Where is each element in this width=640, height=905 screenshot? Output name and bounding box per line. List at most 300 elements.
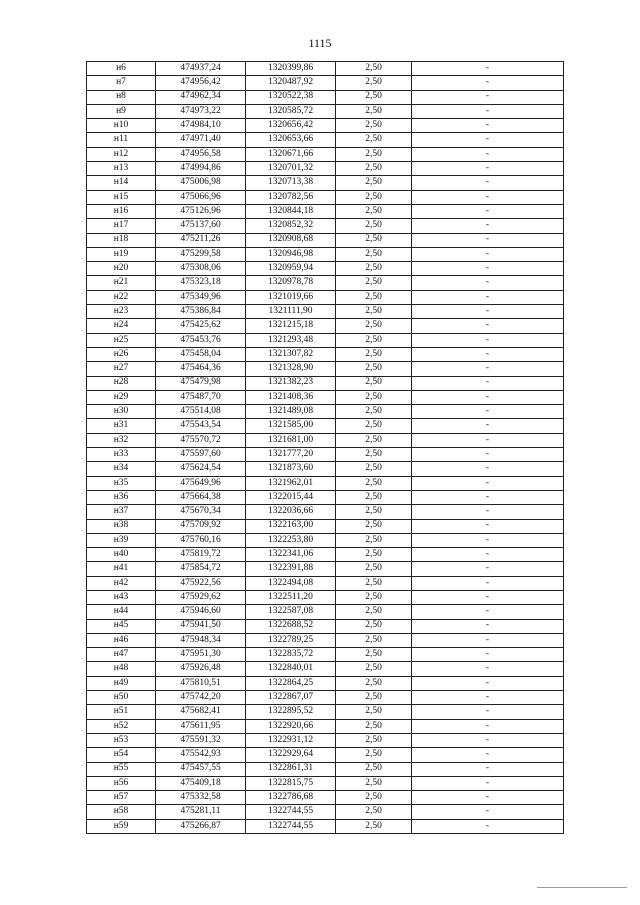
accuracy-cell: 2,50	[336, 119, 412, 133]
note-cell: -	[412, 676, 564, 690]
point-id-cell: н8	[87, 90, 156, 104]
table-row	[87, 448, 564, 462]
point-id-cell: н41	[87, 562, 156, 576]
y-coordinate-cell: 1322744,55	[246, 819, 336, 833]
y-coordinate-cell: 1321307,82	[246, 347, 336, 361]
accuracy-cell: 2,50	[336, 748, 412, 762]
table-row	[87, 290, 564, 304]
x-coordinate-cell: 474962,34	[156, 90, 246, 104]
accuracy-cell: 2,50	[336, 605, 412, 619]
note-cell: -	[412, 305, 564, 319]
point-id-cell: н35	[87, 476, 156, 490]
note-cell: -	[412, 262, 564, 276]
y-coordinate-cell: 1321777,20	[246, 448, 336, 462]
y-coordinate-cell: 1321962,01	[246, 476, 336, 490]
table-row	[87, 576, 564, 590]
note-cell: -	[412, 762, 564, 776]
point-id-cell: н17	[87, 219, 156, 233]
point-id-cell: н7	[87, 76, 156, 90]
point-id-cell: н9	[87, 104, 156, 118]
x-coordinate-cell: 475542,93	[156, 748, 246, 762]
note-cell: -	[412, 791, 564, 805]
accuracy-cell: 2,50	[336, 733, 412, 747]
y-coordinate-cell: 1322253,80	[246, 533, 336, 547]
y-coordinate-cell: 1320844,18	[246, 204, 336, 218]
point-id-cell: н59	[87, 819, 156, 833]
note-cell: -	[412, 76, 564, 90]
accuracy-cell: 2,50	[336, 633, 412, 647]
y-coordinate-cell: 1320656,42	[246, 119, 336, 133]
y-coordinate-cell: 1321873,60	[246, 462, 336, 476]
y-coordinate-cell: 1320908,68	[246, 233, 336, 247]
note-cell: -	[412, 433, 564, 447]
note-cell: -	[412, 448, 564, 462]
x-coordinate-cell: 475682,41	[156, 705, 246, 719]
point-id-cell: н26	[87, 347, 156, 361]
note-cell: -	[412, 705, 564, 719]
point-id-cell: н6	[87, 62, 156, 76]
accuracy-cell: 2,50	[336, 204, 412, 218]
y-coordinate-cell: 1322835,72	[246, 648, 336, 662]
table-row	[87, 776, 564, 790]
accuracy-cell: 2,50	[336, 247, 412, 261]
x-coordinate-cell: 475597,60	[156, 448, 246, 462]
point-id-cell: н53	[87, 733, 156, 747]
y-coordinate-cell: 1322786,68	[246, 791, 336, 805]
margin-rule	[537, 887, 627, 888]
x-coordinate-cell: 474994,86	[156, 162, 246, 176]
x-coordinate-cell: 475323,18	[156, 276, 246, 290]
accuracy-cell: 2,50	[336, 62, 412, 76]
table-row	[87, 347, 564, 361]
accuracy-cell: 2,50	[336, 462, 412, 476]
note-cell: -	[412, 405, 564, 419]
x-coordinate-cell: 475211,26	[156, 233, 246, 247]
point-id-cell: н30	[87, 405, 156, 419]
note-cell: -	[412, 119, 564, 133]
accuracy-cell: 2,50	[336, 190, 412, 204]
table-row	[87, 719, 564, 733]
accuracy-cell: 2,50	[336, 104, 412, 118]
x-coordinate-cell: 475854,72	[156, 562, 246, 576]
x-coordinate-cell: 475266,87	[156, 819, 246, 833]
note-cell: -	[412, 805, 564, 819]
y-coordinate-cell: 1320946,98	[246, 247, 336, 261]
table-row	[87, 791, 564, 805]
x-coordinate-cell: 475487,70	[156, 390, 246, 404]
note-cell: -	[412, 462, 564, 476]
accuracy-cell: 2,50	[336, 390, 412, 404]
x-coordinate-cell: 475819,72	[156, 548, 246, 562]
x-coordinate-cell: 475126,96	[156, 204, 246, 218]
accuracy-cell: 2,50	[336, 319, 412, 333]
y-coordinate-cell: 1322920,66	[246, 719, 336, 733]
note-cell: -	[412, 219, 564, 233]
page-number: 1115	[308, 36, 332, 50]
y-coordinate-cell: 1320959,94	[246, 262, 336, 276]
point-id-cell: н14	[87, 176, 156, 190]
y-coordinate-cell: 1322789,25	[246, 633, 336, 647]
y-coordinate-cell: 1322744,55	[246, 805, 336, 819]
note-cell: -	[412, 819, 564, 833]
accuracy-cell: 2,50	[336, 147, 412, 161]
y-coordinate-cell: 1322015,44	[246, 490, 336, 504]
point-id-cell: н56	[87, 776, 156, 790]
note-cell: -	[412, 533, 564, 547]
accuracy-cell: 2,50	[336, 162, 412, 176]
note-cell: -	[412, 562, 564, 576]
y-coordinate-cell: 1322864,25	[246, 676, 336, 690]
y-coordinate-cell: 1320978,78	[246, 276, 336, 290]
table-row	[87, 462, 564, 476]
table-row	[87, 333, 564, 347]
table-row	[87, 305, 564, 319]
y-coordinate-cell: 1322587,08	[246, 605, 336, 619]
x-coordinate-cell: 475349,96	[156, 290, 246, 304]
note-cell: -	[412, 162, 564, 176]
y-coordinate-cell: 1320671,66	[246, 147, 336, 161]
y-coordinate-cell: 1322341,06	[246, 548, 336, 562]
table-row	[87, 433, 564, 447]
table-row	[87, 133, 564, 147]
accuracy-cell: 2,50	[336, 405, 412, 419]
note-cell: -	[412, 62, 564, 76]
x-coordinate-cell: 475951,30	[156, 648, 246, 662]
table-row	[87, 419, 564, 433]
point-id-cell: н27	[87, 362, 156, 376]
table-row	[87, 590, 564, 604]
accuracy-cell: 2,50	[336, 762, 412, 776]
coordinates-table-body	[87, 62, 564, 834]
accuracy-cell: 2,50	[336, 562, 412, 576]
table-row	[87, 276, 564, 290]
accuracy-cell: 2,50	[336, 590, 412, 604]
table-row	[87, 748, 564, 762]
accuracy-cell: 2,50	[336, 719, 412, 733]
y-coordinate-cell: 1322494,08	[246, 576, 336, 590]
x-coordinate-cell: 475664,38	[156, 490, 246, 504]
y-coordinate-cell: 1322867,07	[246, 691, 336, 705]
table-row	[87, 190, 564, 204]
accuracy-cell: 2,50	[336, 76, 412, 90]
coordinates-table	[86, 61, 564, 834]
point-id-cell: н50	[87, 691, 156, 705]
point-id-cell: н23	[87, 305, 156, 319]
point-id-cell: н25	[87, 333, 156, 347]
note-cell: -	[412, 290, 564, 304]
point-id-cell: н34	[87, 462, 156, 476]
y-coordinate-cell: 1320399,86	[246, 62, 336, 76]
y-coordinate-cell: 1320585,72	[246, 104, 336, 118]
x-coordinate-cell: 474984,10	[156, 119, 246, 133]
y-coordinate-cell: 1320852,32	[246, 219, 336, 233]
note-cell: -	[412, 733, 564, 747]
x-coordinate-cell: 474956,58	[156, 147, 246, 161]
y-coordinate-cell: 1320522,38	[246, 90, 336, 104]
x-coordinate-cell: 474973,22	[156, 104, 246, 118]
note-cell: -	[412, 319, 564, 333]
x-coordinate-cell: 474971,40	[156, 133, 246, 147]
table-row	[87, 405, 564, 419]
x-coordinate-cell: 475457,55	[156, 762, 246, 776]
note-cell: -	[412, 519, 564, 533]
accuracy-cell: 2,50	[336, 376, 412, 390]
note-cell: -	[412, 505, 564, 519]
y-coordinate-cell: 1322688,52	[246, 619, 336, 633]
point-id-cell: н36	[87, 490, 156, 504]
x-coordinate-cell: 474956,42	[156, 76, 246, 90]
accuracy-cell: 2,50	[336, 533, 412, 547]
x-coordinate-cell: 475649,96	[156, 476, 246, 490]
point-id-cell: н44	[87, 605, 156, 619]
x-coordinate-cell: 475458,04	[156, 347, 246, 361]
accuracy-cell: 2,50	[336, 362, 412, 376]
point-id-cell: н51	[87, 705, 156, 719]
y-coordinate-cell: 1321328,90	[246, 362, 336, 376]
point-id-cell: н33	[87, 448, 156, 462]
y-coordinate-cell: 1320782,56	[246, 190, 336, 204]
accuracy-cell: 2,50	[336, 519, 412, 533]
x-coordinate-cell: 475611,95	[156, 719, 246, 733]
table-row	[87, 104, 564, 118]
x-coordinate-cell: 475941,50	[156, 619, 246, 633]
x-coordinate-cell: 475425,62	[156, 319, 246, 333]
point-id-cell: н16	[87, 204, 156, 218]
y-coordinate-cell: 1321681,00	[246, 433, 336, 447]
accuracy-cell: 2,50	[336, 791, 412, 805]
table-row	[87, 705, 564, 719]
table-row	[87, 390, 564, 404]
note-cell: -	[412, 548, 564, 562]
x-coordinate-cell: 475742,20	[156, 691, 246, 705]
x-coordinate-cell: 475308,06	[156, 262, 246, 276]
y-coordinate-cell: 1320713,38	[246, 176, 336, 190]
accuracy-cell: 2,50	[336, 576, 412, 590]
accuracy-cell: 2,50	[336, 133, 412, 147]
table-row	[87, 505, 564, 519]
note-cell: -	[412, 204, 564, 218]
table-row	[87, 633, 564, 647]
accuracy-cell: 2,50	[336, 619, 412, 633]
point-id-cell: н29	[87, 390, 156, 404]
point-id-cell: н57	[87, 791, 156, 805]
point-id-cell: н52	[87, 719, 156, 733]
table-row	[87, 90, 564, 104]
table-row	[87, 147, 564, 161]
table-row	[87, 204, 564, 218]
y-coordinate-cell: 1322861,31	[246, 762, 336, 776]
note-cell: -	[412, 176, 564, 190]
y-coordinate-cell: 1322929,64	[246, 748, 336, 762]
point-id-cell: н54	[87, 748, 156, 762]
x-coordinate-cell: 475946,60	[156, 605, 246, 619]
accuracy-cell: 2,50	[336, 548, 412, 562]
table-row	[87, 119, 564, 133]
point-id-cell: н49	[87, 676, 156, 690]
note-cell: -	[412, 633, 564, 647]
note-cell: -	[412, 619, 564, 633]
point-id-cell: н10	[87, 119, 156, 133]
y-coordinate-cell: 1322511,20	[246, 590, 336, 604]
y-coordinate-cell: 1322163,00	[246, 519, 336, 533]
point-id-cell: н13	[87, 162, 156, 176]
y-coordinate-cell: 1321111,90	[246, 305, 336, 319]
note-cell: -	[412, 490, 564, 504]
table-row	[87, 219, 564, 233]
accuracy-cell: 2,50	[336, 505, 412, 519]
table-row	[87, 376, 564, 390]
accuracy-cell: 2,50	[336, 448, 412, 462]
y-coordinate-cell: 1320701,32	[246, 162, 336, 176]
note-cell: -	[412, 233, 564, 247]
accuracy-cell: 2,50	[336, 776, 412, 790]
accuracy-cell: 2,50	[336, 305, 412, 319]
x-coordinate-cell: 475453,76	[156, 333, 246, 347]
table-row	[87, 805, 564, 819]
note-cell: -	[412, 376, 564, 390]
accuracy-cell: 2,50	[336, 676, 412, 690]
point-id-cell: н55	[87, 762, 156, 776]
point-id-cell: н40	[87, 548, 156, 562]
x-coordinate-cell: 475948,34	[156, 633, 246, 647]
x-coordinate-cell: 475479,98	[156, 376, 246, 390]
x-coordinate-cell: 475386,84	[156, 305, 246, 319]
point-id-cell: н22	[87, 290, 156, 304]
table-row	[87, 533, 564, 547]
table-row	[87, 676, 564, 690]
table-row	[87, 247, 564, 261]
note-cell: -	[412, 419, 564, 433]
note-cell: -	[412, 776, 564, 790]
point-id-cell: н47	[87, 648, 156, 662]
y-coordinate-cell: 1322895,52	[246, 705, 336, 719]
accuracy-cell: 2,50	[336, 691, 412, 705]
point-id-cell: н46	[87, 633, 156, 647]
x-coordinate-cell: 475006,98	[156, 176, 246, 190]
table-row	[87, 733, 564, 747]
accuracy-cell: 2,50	[336, 233, 412, 247]
note-cell: -	[412, 133, 564, 147]
point-id-cell: н38	[87, 519, 156, 533]
y-coordinate-cell: 1322931,12	[246, 733, 336, 747]
x-coordinate-cell: 475810,51	[156, 676, 246, 690]
x-coordinate-cell: 475299,58	[156, 247, 246, 261]
y-coordinate-cell: 1322815,75	[246, 776, 336, 790]
table-row	[87, 319, 564, 333]
point-id-cell: н12	[87, 147, 156, 161]
accuracy-cell: 2,50	[336, 819, 412, 833]
table-row	[87, 476, 564, 490]
accuracy-cell: 2,50	[336, 490, 412, 504]
x-coordinate-cell: 475066,96	[156, 190, 246, 204]
note-cell: -	[412, 748, 564, 762]
table-row	[87, 605, 564, 619]
table-row	[87, 62, 564, 76]
note-cell: -	[412, 390, 564, 404]
accuracy-cell: 2,50	[336, 290, 412, 304]
note-cell: -	[412, 719, 564, 733]
x-coordinate-cell: 475409,18	[156, 776, 246, 790]
point-id-cell: н20	[87, 262, 156, 276]
y-coordinate-cell: 1321408,36	[246, 390, 336, 404]
y-coordinate-cell: 1321293,48	[246, 333, 336, 347]
accuracy-cell: 2,50	[336, 219, 412, 233]
accuracy-cell: 2,50	[336, 262, 412, 276]
y-coordinate-cell: 1321382,23	[246, 376, 336, 390]
y-coordinate-cell: 1320487,92	[246, 76, 336, 90]
y-coordinate-cell: 1320653,66	[246, 133, 336, 147]
table-row	[87, 362, 564, 376]
accuracy-cell: 2,50	[336, 662, 412, 676]
y-coordinate-cell: 1322391,88	[246, 562, 336, 576]
note-cell: -	[412, 247, 564, 261]
y-coordinate-cell: 1321019,66	[246, 290, 336, 304]
note-cell: -	[412, 648, 564, 662]
table-row	[87, 162, 564, 176]
note-cell: -	[412, 576, 564, 590]
point-id-cell: н15	[87, 190, 156, 204]
point-id-cell: н19	[87, 247, 156, 261]
point-id-cell: н21	[87, 276, 156, 290]
table-row	[87, 519, 564, 533]
note-cell: -	[412, 333, 564, 347]
accuracy-cell: 2,50	[336, 476, 412, 490]
x-coordinate-cell: 475281,11	[156, 805, 246, 819]
x-coordinate-cell: 475137,60	[156, 219, 246, 233]
note-cell: -	[412, 691, 564, 705]
table-row	[87, 548, 564, 562]
y-coordinate-cell: 1322036,66	[246, 505, 336, 519]
point-id-cell: н32	[87, 433, 156, 447]
point-id-cell: н31	[87, 419, 156, 433]
point-id-cell: н43	[87, 590, 156, 604]
point-id-cell: н39	[87, 533, 156, 547]
point-id-cell: н37	[87, 505, 156, 519]
y-coordinate-cell: 1321215,18	[246, 319, 336, 333]
note-cell: -	[412, 362, 564, 376]
note-cell: -	[412, 190, 564, 204]
note-cell: -	[412, 147, 564, 161]
x-coordinate-cell: 475624,54	[156, 462, 246, 476]
accuracy-cell: 2,50	[336, 705, 412, 719]
table-row	[87, 819, 564, 833]
accuracy-cell: 2,50	[336, 176, 412, 190]
accuracy-cell: 2,50	[336, 419, 412, 433]
note-cell: -	[412, 605, 564, 619]
table-row	[87, 262, 564, 276]
x-coordinate-cell: 475926,48	[156, 662, 246, 676]
accuracy-cell: 2,50	[336, 347, 412, 361]
x-coordinate-cell: 475332,58	[156, 791, 246, 805]
accuracy-cell: 2,50	[336, 333, 412, 347]
note-cell: -	[412, 590, 564, 604]
note-cell: -	[412, 476, 564, 490]
y-coordinate-cell: 1321489,08	[246, 405, 336, 419]
table-row	[87, 233, 564, 247]
table-row	[87, 176, 564, 190]
y-coordinate-cell: 1322840,01	[246, 662, 336, 676]
table-row	[87, 76, 564, 90]
x-coordinate-cell: 475670,34	[156, 505, 246, 519]
x-coordinate-cell: 474937,24	[156, 62, 246, 76]
accuracy-cell: 2,50	[336, 90, 412, 104]
accuracy-cell: 2,50	[336, 276, 412, 290]
accuracy-cell: 2,50	[336, 805, 412, 819]
x-coordinate-cell: 475543,54	[156, 419, 246, 433]
note-cell: -	[412, 90, 564, 104]
x-coordinate-cell: 475464,36	[156, 362, 246, 376]
x-coordinate-cell: 475922,56	[156, 576, 246, 590]
